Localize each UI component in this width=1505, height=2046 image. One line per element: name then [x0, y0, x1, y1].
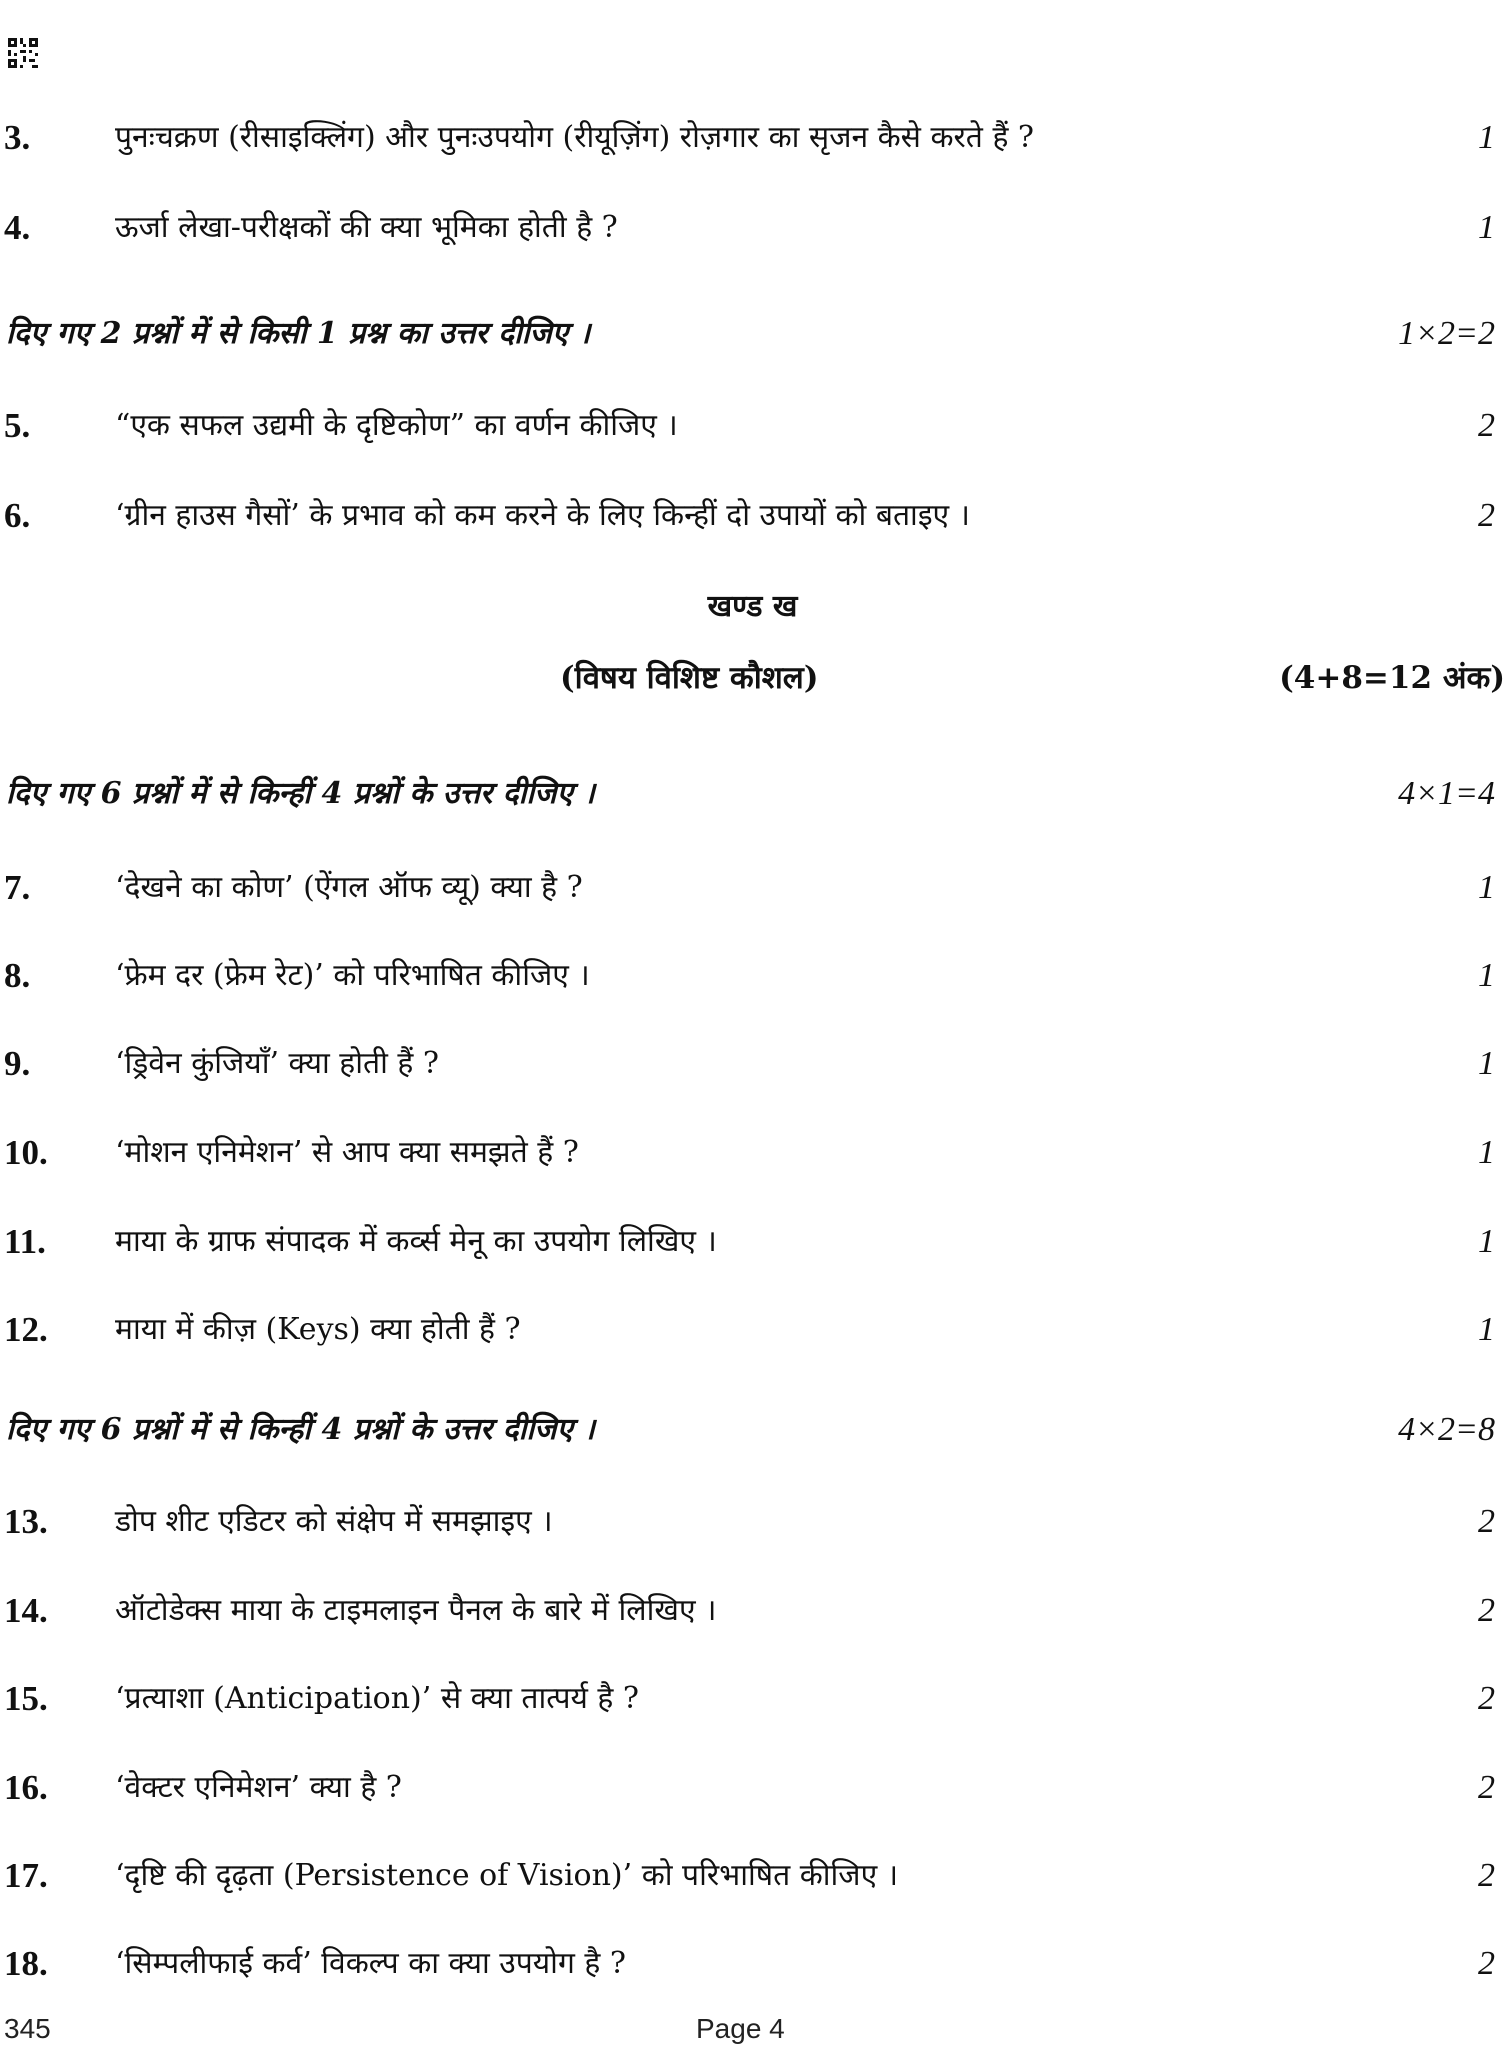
question-marks: 1 [1478, 869, 1495, 906]
question-text: ‘दृष्टि की दृढ़ता (Persistence of Vision)’ को परिभाषित कीजिए । [115, 1858, 899, 1893]
question-row-18 [0, 1934, 1505, 1994]
question-number: 5. [4, 406, 31, 445]
question-row-8 [0, 946, 1505, 1006]
question-text: ‘मोशन एनिमेशन’ से आप क्या समझते हैं ? [115, 1135, 579, 1170]
question-number: 16. [4, 1768, 48, 1807]
section-subtitle: (विषय विशिष्ट कौशल) [560, 660, 819, 696]
question-marks: 1 [1478, 1223, 1495, 1260]
question-number: 17. [4, 1856, 48, 1895]
question-marks: 2 [1478, 1592, 1495, 1629]
section-title: खण्ड ख [707, 589, 798, 624]
question-row-9 [0, 1034, 1505, 1094]
question-number: 7. [4, 868, 31, 907]
question-row-15 [0, 1669, 1505, 1729]
question-marks: 2 [1478, 407, 1495, 444]
instruction-text: दिए गए 6 प्रश्नों में से किन्हीं 4 प्रश्नों के उत्तर दीजिए । [6, 1412, 595, 1447]
question-row-10 [0, 1123, 1505, 1183]
question-row-14 [0, 1581, 1505, 1641]
question-number: 9. [4, 1044, 31, 1083]
question-marks: 2 [1478, 497, 1495, 534]
instruction-marks: 4×2=8 [1398, 1411, 1495, 1448]
section-marks: (4+8=12 अंक) [1279, 660, 1505, 696]
question-number: 18. [4, 1944, 48, 1983]
question-row-17 [0, 1846, 1505, 1906]
instruction-row-2 [0, 764, 1505, 824]
instruction-marks: 1×2=2 [1398, 315, 1495, 352]
question-text: ‘सिम्पलीफाई कर्व’ विकल्प का क्या उपयोग है ? [115, 1946, 626, 1981]
question-marks: 1 [1478, 209, 1495, 246]
question-text: ‘ग्रीन हाउस गैसों’ के प्रभाव को कम करने के लिए किन्हीं दो उपायों को बताइए । [115, 498, 971, 533]
instruction-row-1 [0, 304, 1505, 364]
question-text: माया के ग्राफ संपादक में कर्व्स मेनू का उपयोग लिखिए । [115, 1224, 717, 1259]
question-marks: 2 [1478, 1503, 1495, 1540]
question-text: ‘वेक्टर एनिमेशन’ क्या है ? [115, 1770, 402, 1805]
question-row-13 [0, 1492, 1505, 1552]
question-row-3 [0, 108, 1505, 168]
question-row-6 [0, 486, 1505, 546]
question-text: डोप शीट एडिटर को संक्षेप में समझाइए । [115, 1504, 553, 1539]
footer-paper-code: 345 [4, 2013, 51, 2044]
question-number: 15. [4, 1679, 48, 1718]
question-marks: 2 [1478, 1857, 1495, 1894]
question-text: ‘ड्रिवेन कुंजियाँ’ क्या होती हैं ? [115, 1046, 439, 1081]
question-marks: 1 [1478, 957, 1495, 994]
question-text: “एक सफल उद्यमी के दृष्टिकोण” का वर्णन कीजिए । [115, 408, 678, 443]
question-row-7 [0, 858, 1505, 918]
question-number: 13. [4, 1502, 48, 1541]
question-text: ऑटोडेक्स माया के टाइमलाइन पैनल के बारे में लिखिए । [115, 1593, 717, 1628]
question-marks: 2 [1478, 1680, 1495, 1717]
question-text: ‘फ्रेम दर (फ्रेम रेट)’ को परिभाषित कीजिए । [115, 958, 590, 993]
question-number: 10. [4, 1133, 48, 1172]
question-marks: 1 [1478, 1311, 1495, 1348]
question-text: ऊर्जा लेखा-परीक्षकों की क्या भूमिका होती है ? [115, 210, 618, 245]
question-text: पुनःचक्रण (रीसाइक्लिंग) और पुनःउपयोग (रीयूज़िंग) रोज़गार का सृजन कैसे करते हैं ? [115, 120, 1034, 155]
instruction-text: दिए गए 6 प्रश्नों में से किन्हीं 4 प्रश्नों के उत्तर दीजिए । [6, 776, 595, 811]
qr-code-icon [8, 38, 38, 68]
question-number: 12. [4, 1310, 48, 1349]
question-number: 8. [4, 956, 31, 995]
question-number: 4. [4, 208, 31, 247]
question-text: ‘प्रत्याशा (Anticipation)’ से क्या तात्पर्य है ? [115, 1681, 639, 1716]
question-number: 14. [4, 1591, 48, 1630]
question-row-5 [0, 396, 1505, 456]
question-marks: 2 [1478, 1945, 1495, 1982]
question-marks: 1 [1478, 119, 1495, 156]
question-row-16 [0, 1758, 1505, 1818]
instruction-row-3 [0, 1400, 1505, 1460]
question-number: 3. [4, 118, 31, 157]
question-text: ‘देखने का कोण’ (ऐंगल ऑफ व्यू) क्या है ? [115, 870, 583, 905]
question-number: 6. [4, 496, 31, 535]
question-marks: 2 [1478, 1769, 1495, 1806]
question-marks: 1 [1478, 1045, 1495, 1082]
question-text: माया में कीज़ (Keys) क्या होती हैं ? [115, 1312, 521, 1347]
instruction-text: दिए गए 2 प्रश्नों में से किसी 1 प्रश्न का उत्तर दीजिए । [6, 316, 591, 351]
question-row-11 [0, 1212, 1505, 1272]
question-row-4 [0, 198, 1505, 258]
question-row-12 [0, 1300, 1505, 1360]
instruction-marks: 4×1=4 [1398, 775, 1495, 812]
question-marks: 1 [1478, 1134, 1495, 1171]
question-number: 11. [4, 1222, 46, 1261]
footer-page-number: Page 4 [696, 2013, 785, 2044]
